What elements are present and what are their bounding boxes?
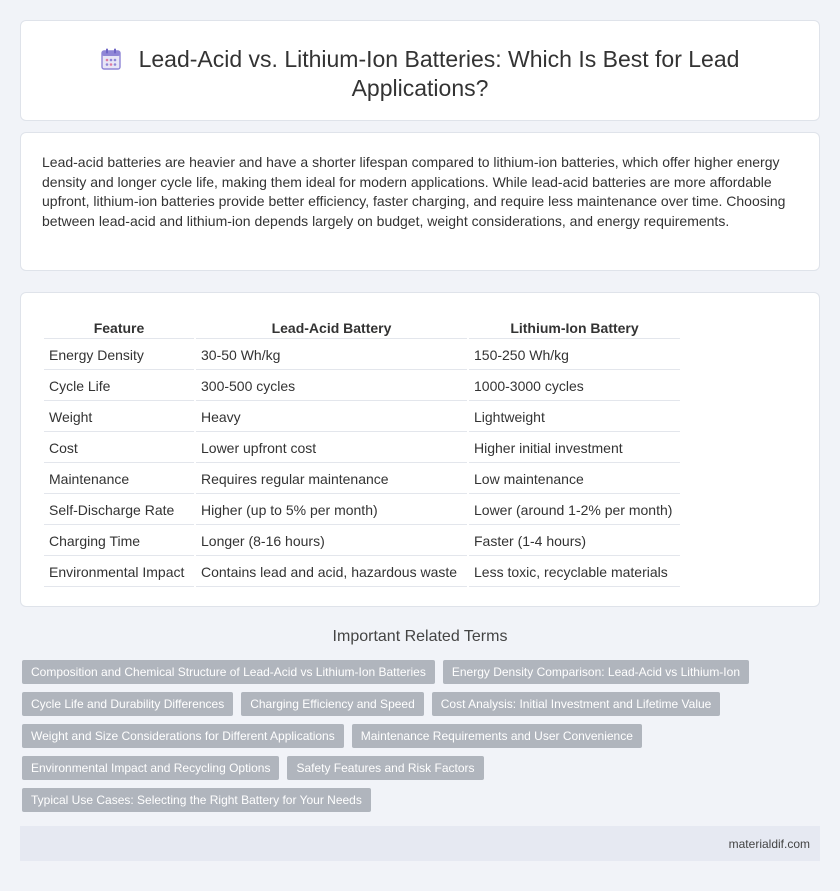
related-term-tag[interactable]: Cycle Life and Durability Differences [22, 692, 233, 716]
lithium-ion-cell: Lower (around 1-2% per month) [469, 496, 680, 525]
calendar-icon [101, 48, 121, 70]
related-terms-list [22, 660, 822, 820]
lithium-ion-cell: Low maintenance [469, 465, 680, 494]
lead-acid-cell: 30-50 Wh/kg [196, 341, 467, 370]
lithium-ion-cell: 1000-3000 cycles [469, 372, 680, 401]
related-term-tag[interactable]: Energy Density Comparison: Lead-Acid vs Lithium-Ion [443, 660, 749, 684]
lead-acid-cell: Higher (up to 5% per month) [196, 496, 467, 525]
feature-cell: Cycle Life [44, 372, 194, 401]
table-row [44, 558, 680, 587]
summary-paragraph: Lead-acid batteries are heavier and have a shorter lifespan compared to lithium-ion batteries, which offer higher energy density and longer cycle life, making them ideal for modern applications. While lead-acid batteries are more affordable upfront, lithium-ion batteries provide better efficiency, faster charging, and require less maintenance over time. Choosing between lead-acid and lithium-ion depends largely on budget, weight considerations, and energy requirements. [42, 154, 786, 229]
lead-acid-cell: Contains lead and acid, hazardous waste [196, 558, 467, 587]
lithium-ion-cell: Lightweight [469, 403, 680, 432]
summary-card [20, 132, 820, 271]
lead-acid-cell: Heavy [196, 403, 467, 432]
related-term-tag[interactable]: Composition and Chemical Structure of Lead-Acid vs Lithium-Ion Batteries [22, 660, 435, 684]
related-term-tag[interactable]: Charging Efficiency and Speed [241, 692, 424, 716]
table-row [44, 341, 680, 370]
feature-cell: Environmental Impact [44, 558, 194, 587]
feature-cell: Self-Discharge Rate [44, 496, 194, 525]
feature-cell: Energy Density [44, 341, 194, 370]
title-card [20, 20, 820, 121]
lithium-ion-cell: Less toxic, recyclable materials [469, 558, 680, 587]
lithium-ion-cell: Faster (1-4 hours) [469, 527, 680, 556]
feature-cell: Weight [44, 403, 194, 432]
page-title-row [21, 45, 819, 103]
comparison-table-card [20, 292, 820, 607]
lead-acid-cell: Requires regular maintenance [196, 465, 467, 494]
lead-acid-cell: Lower upfront cost [196, 434, 467, 463]
table-header-row [44, 315, 680, 339]
page-title: Lead-Acid vs. Lithium-Ion Batteries: Which Is Best for Lead Applications? [138, 46, 740, 101]
related-term-tag[interactable]: Weight and Size Considerations for Different Applications [22, 724, 344, 748]
lithium-ion-cell: 150-250 Wh/kg [469, 341, 680, 370]
header-lithium-ion: Lithium-Ion Battery [469, 315, 680, 339]
table-row [44, 372, 680, 401]
related-term-tag[interactable]: Environmental Impact and Recycling Options [22, 756, 279, 780]
table-row [44, 496, 680, 525]
footer [20, 826, 820, 861]
related-term-tag[interactable]: Safety Features and Risk Factors [287, 756, 483, 780]
header-lead-acid: Lead-Acid Battery [196, 315, 467, 339]
footer-site-link[interactable]: materialdif.com [728, 837, 810, 851]
comparison-table [42, 313, 682, 589]
feature-cell: Maintenance [44, 465, 194, 494]
header-feature: Feature [44, 315, 194, 339]
lithium-ion-cell: Higher initial investment [469, 434, 680, 463]
table-row [44, 434, 680, 463]
related-terms-heading: Important Related Terms [332, 628, 508, 645]
feature-cell: Cost [44, 434, 194, 463]
related-term-tag[interactable]: Maintenance Requirements and User Convenience [352, 724, 642, 748]
lead-acid-cell: 300-500 cycles [196, 372, 467, 401]
related-term-tag[interactable]: Typical Use Cases: Selecting the Right Battery for Your Needs [22, 788, 371, 812]
table-row [44, 527, 680, 556]
table-row [44, 465, 680, 494]
table-row [44, 403, 680, 432]
lead-acid-cell: Longer (8-16 hours) [196, 527, 467, 556]
feature-cell: Charging Time [44, 527, 194, 556]
related-term-tag[interactable]: Cost Analysis: Initial Investment and Lifetime Value [432, 692, 721, 716]
